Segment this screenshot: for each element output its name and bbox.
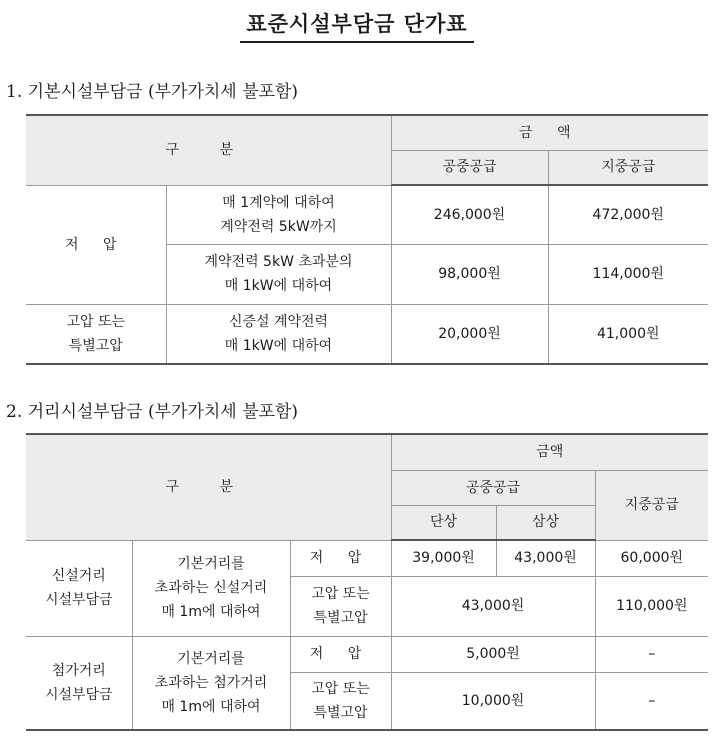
header-overhead: 공중공급 (391, 150, 548, 185)
value-cell: 43,000원 (391, 576, 595, 636)
group-high-voltage: 고압 또는 특별고압 (26, 304, 166, 364)
value-cell: 110,000원 (595, 576, 708, 636)
group-low-voltage: 저 압 (26, 185, 166, 304)
desc-add-distance: 기본거리를 초과하는 첨가거리 매 1m에 대하여 (132, 636, 290, 730)
header-underground: 지중공급 (548, 150, 708, 185)
group-new-distance: 신설거리 시설부담금 (26, 540, 132, 636)
page-title (0, 8, 714, 43)
voltage-low: 저 압 (290, 636, 391, 672)
value-cell: 246,000원 (391, 185, 548, 244)
header-underground: 지중공급 (595, 470, 708, 540)
desc-new-distance: 기본거리를 초과하는 신설거리 매 1m에 대하여 (132, 540, 290, 636)
distance-facility-table (26, 433, 708, 731)
value-cell: 43,000원 (496, 540, 595, 576)
group-add-distance: 첨가거리 시설부담금 (26, 636, 132, 730)
value-cell: – (595, 672, 708, 730)
row-desc: 신증설 계약전력 매 1kW에 대하여 (166, 304, 391, 364)
row-desc: 계약전력 5kW 초과분의 매 1kW에 대하여 (166, 244, 391, 304)
value-cell: 472,000원 (548, 185, 708, 244)
value-cell: 20,000원 (391, 304, 548, 364)
section-2-heading: 2. 거리시설부담금 (부가가치세 불포함) (6, 402, 299, 422)
value-cell: 41,000원 (548, 304, 708, 364)
header-overhead: 공중공급 (391, 470, 595, 505)
value-cell: 10,000원 (391, 672, 595, 730)
voltage-low: 저 압 (290, 540, 391, 576)
value-cell: 60,000원 (595, 540, 708, 576)
voltage-high: 고압 또는 특별고압 (290, 576, 391, 636)
header-amount: 금액 (391, 434, 708, 470)
header-three-phase: 삼상 (496, 505, 595, 540)
value-cell: 39,000원 (391, 540, 496, 576)
header-single-phase: 단상 (391, 505, 496, 540)
value-cell: 98,000원 (391, 244, 548, 304)
value-cell: 114,000원 (548, 244, 708, 304)
voltage-high: 고압 또는 특별고압 (290, 672, 391, 730)
row-desc: 매 1계약에 대하여 계약전력 5kW까지 (166, 185, 391, 244)
header-category: 구 분 (26, 115, 391, 185)
header-category: 구 분 (26, 434, 391, 540)
page-title-text: 표준시설부담금 단가표 (240, 8, 473, 43)
value-cell: 5,000원 (391, 636, 595, 672)
basic-facility-table (26, 114, 708, 365)
header-amount: 금 액 (391, 115, 708, 150)
section-1-heading: 1. 기본시설부담금 (부가가치세 불포함) (6, 82, 299, 102)
value-cell: – (595, 636, 708, 672)
